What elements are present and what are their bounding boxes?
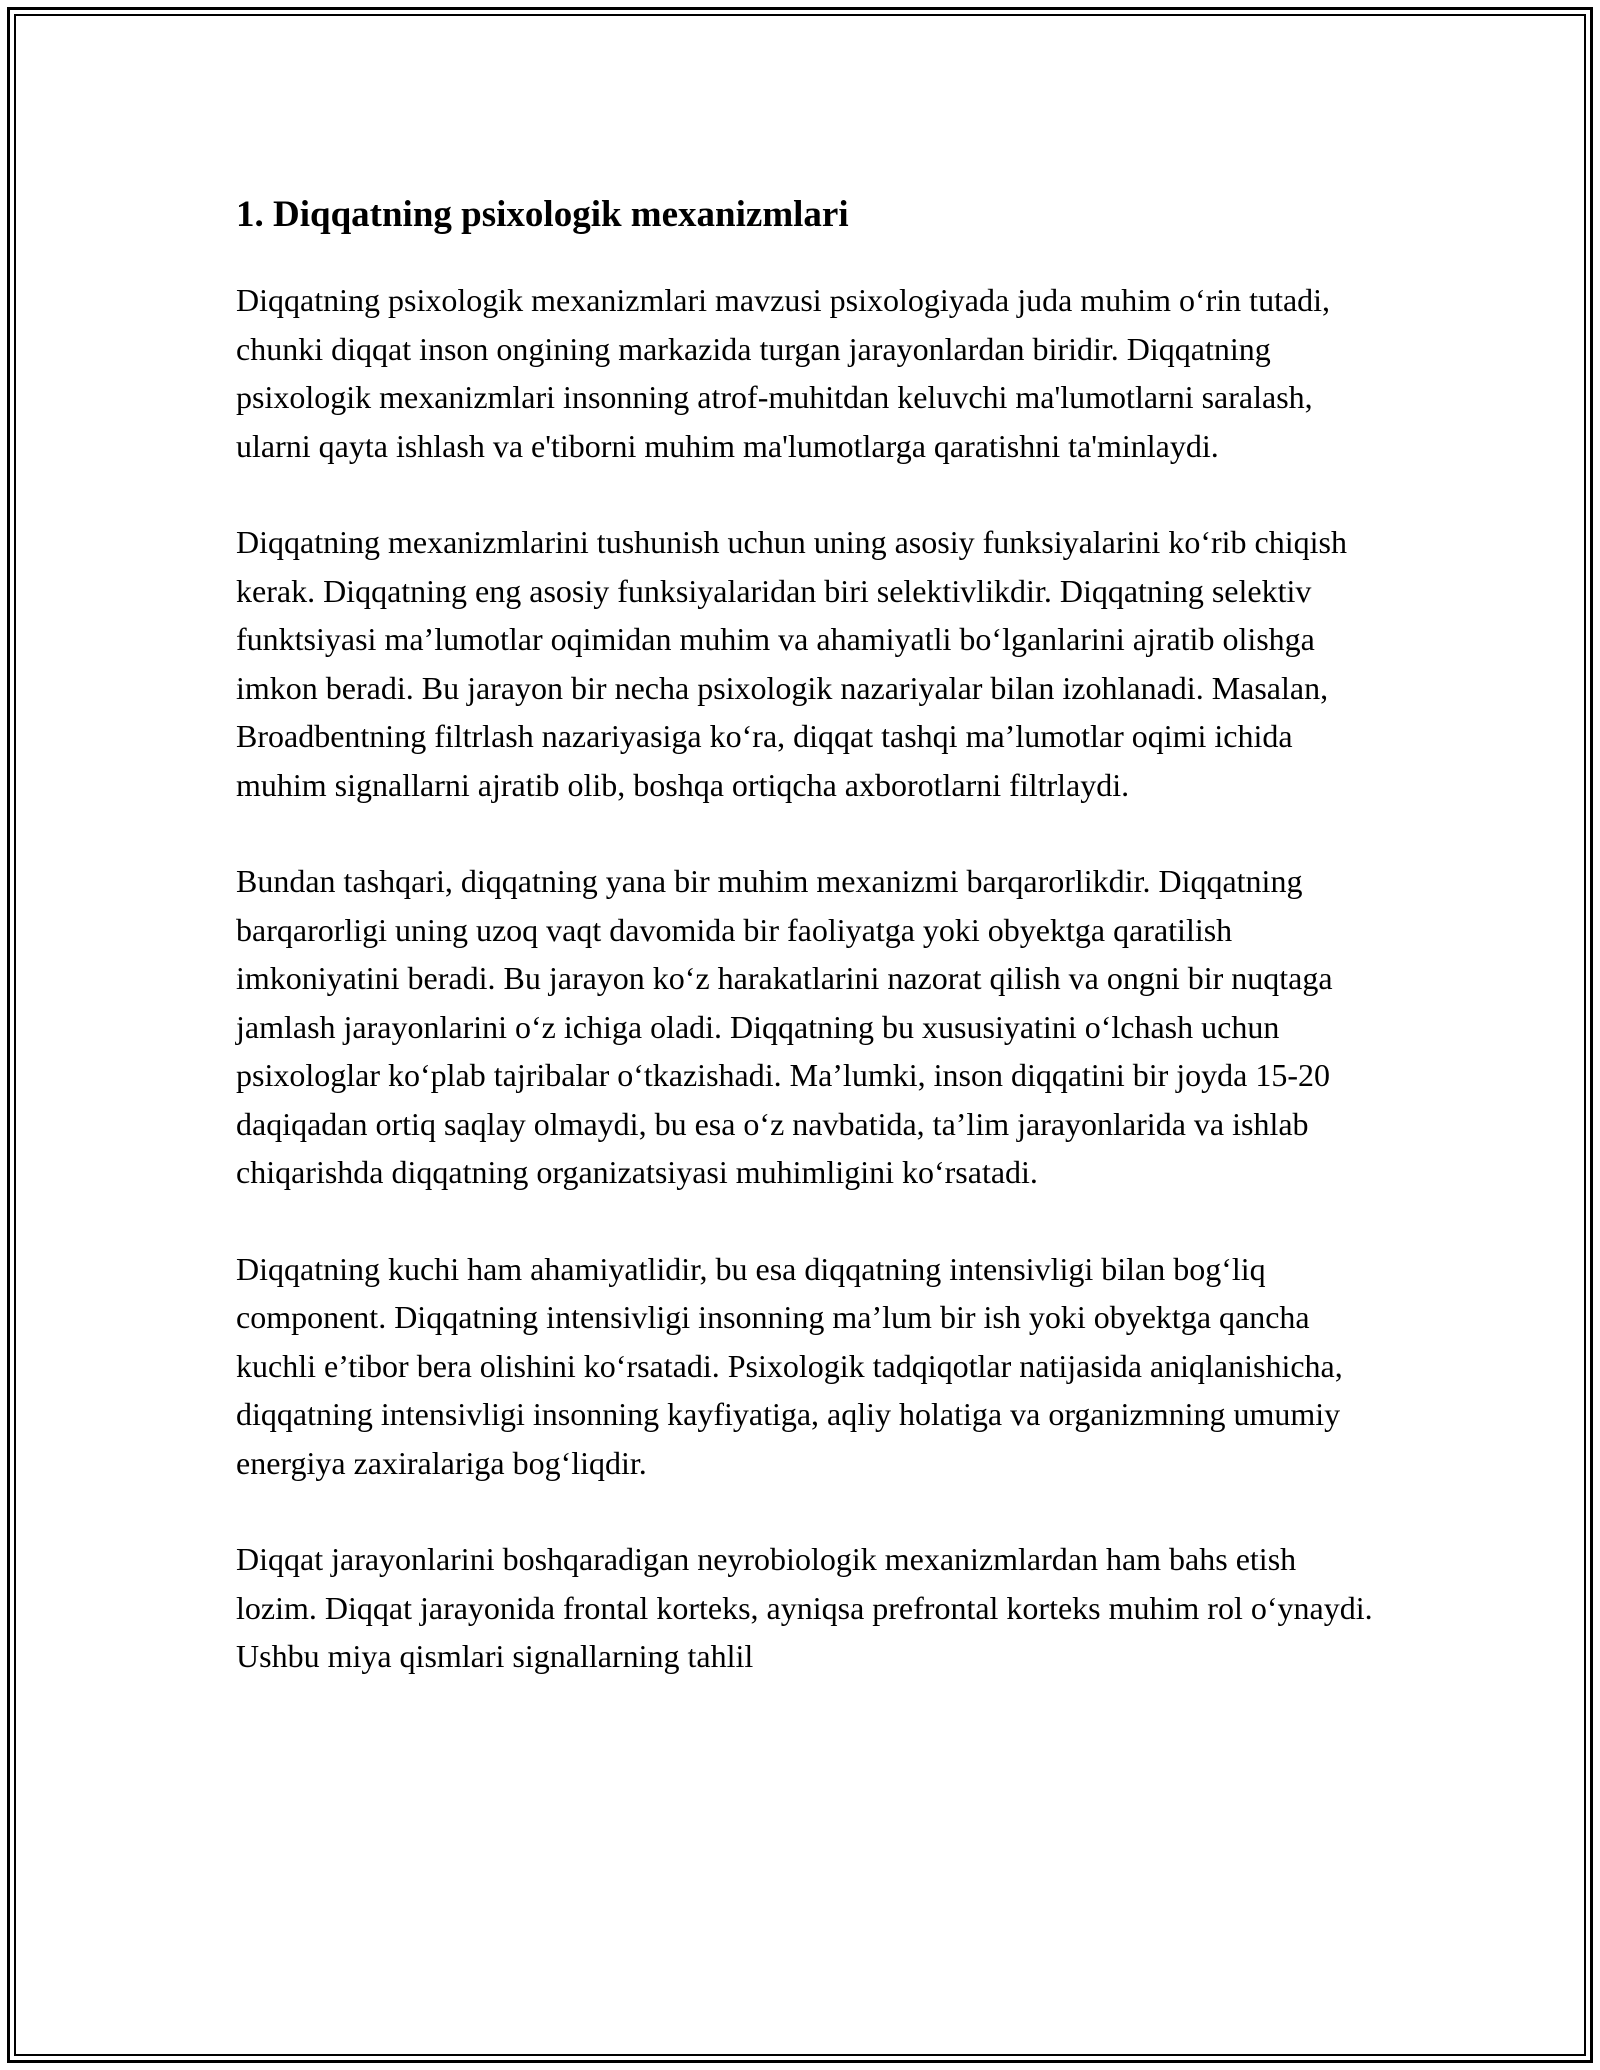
paragraph-4: Diqqatning kuchi ham ahamiyatlidir, bu esa diqqatning intensivligi bilan bog‘liq component. Diqqatning intensivligi insonning ma’lum bir ish yoki obyektga qancha kuchli e’tibor bera olishini ko‘rsatadi. Psixologik tadqiqotlar natijasida aniqlanishicha, diqqatning intensivligi insonning kayfiyatiga, aqliy holatiga va organizmning umumiy energiya zaxiralariga bog‘liqdir. <box>236 1250 1343 1481</box>
paragraph-3: Bundan tashqari, diqqatning yana bir muhim mexanizmi barqarorlikdir. Diqqatning barqarorligi uning uzoq vaqt davomida bir faoliyatga yoki obyektga qaratilish imkoniyatini beradi. Bu jarayon ko‘z harakatlarini nazorat qilish va ongni bir nuqtaga jamlash jarayonlarini o‘z ichiga oladi. Diqqatning bu xususiyatini o‘lchash uchun psixologlar ko‘plab tajribalar o‘tkazishadi. Ma’lumki, inson diqqatini bir joyda 15-20 daqiqadan ortiq saqlay olmaydi, bu esa o‘z navbatida, ta’lim jarayonlarida va ishlab chiqarishda diqqatning organizatsiyasi muhimligini ko‘rsatadi. <box>236 863 1333 1190</box>
section-heading: 1. Diqqatning psixologik mexanizmlari <box>236 194 849 235</box>
paragraph-1: Diqqatning psixologik mexanizmlari mavzusi psixologiyada juda muhim o‘rin tutadi, chunki diqqat inson ongining markazida turgan jarayonlardan biridir. Diqqatning psixologik mexanizmlari insonning atrof-muhitdan keluvchi ma'lumotlarni saralash, ularni qayta ishlash va e'tiborni muhim ma'lumotlarga qaratishni ta'minlaydi. <box>236 282 1331 464</box>
document-body <box>236 180 1376 1681</box>
paragraph-5: Diqqat jarayonlarini boshqaradigan neyrobiologik mexanizmlardan ham bahs etish lozim. Diqqat jarayonida frontal korteks, ayniqsa prefrontal korteks muhim rol o‘ynaydi. Ushbu miya qismlari signallarning tahlil <box>236 1541 1373 1674</box>
paragraph-2: Diqqatning mexanizmlarini tushunish uchun uning asosiy funksiyalarini ko‘rib chiqish kerak. Diqqatning eng asosiy funksiyalaridan biri selektivlikdir. Diqqatning selektiv funktsiyasi ma’lumotlar oqimidan muhim va ahamiyatli bo‘lganlarini ajratib olishga imkon beradi. Bu jarayon bir necha psixologik nazariyalar bilan izohlanadi. Masalan, Broadbentning filtrlash nazariyasiga ko‘ra, diqqat tashqi ma’lumotlar oqimi ichida muhim signallarni ajratib olib, boshqa ortiqcha axborotlarni filtrlaydi. <box>236 524 1347 803</box>
